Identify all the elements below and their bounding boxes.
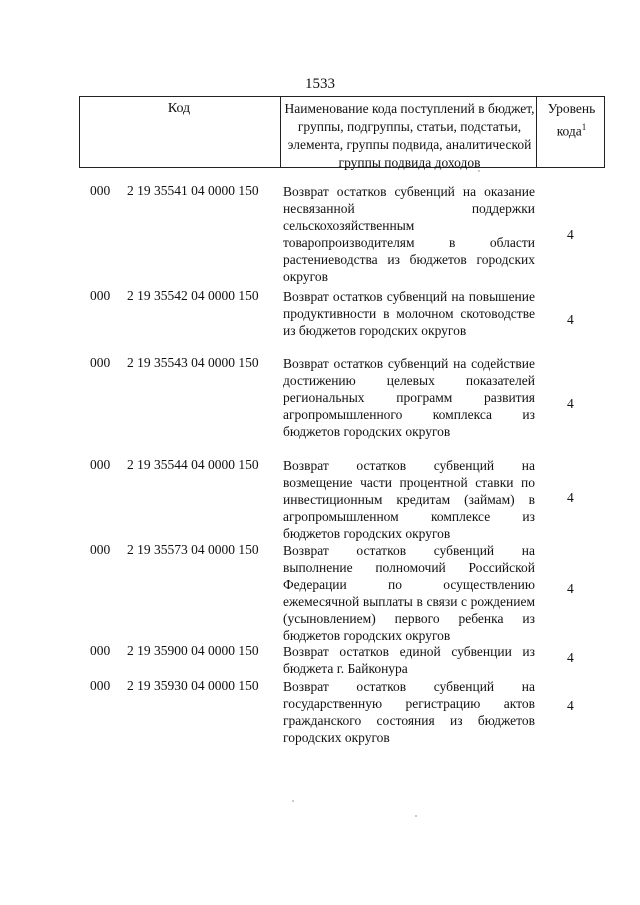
row-code: 2 19 35930 04 0000 150 (127, 678, 259, 693)
header-code: Код (167, 101, 191, 116)
scan-speck (415, 815, 417, 817)
row-prefix: 000 (90, 643, 111, 658)
row-prefix: 000 (90, 678, 111, 693)
header-level-label: Уровень кода (547, 101, 596, 139)
row-level: 4 (567, 698, 574, 713)
row-name: Возврат остатков субвенций на возмещение части процентной ставки по инвестиционным кредитам (займам) в агропромышленном комплексе из бюджетов городских округов (283, 458, 535, 541)
row-prefix: 000 (90, 355, 111, 370)
header-level-footnote: 1 (581, 122, 587, 132)
row-code: 2 19 35900 04 0000 150 (127, 643, 259, 658)
row-code: 2 19 35542 04 0000 150 (127, 288, 259, 303)
header-divider-1 (280, 97, 281, 167)
row-prefix: 000 (90, 183, 111, 198)
row-name: Возврат остатков единой субвенции из бюджета г. Байконура (283, 644, 535, 676)
row-code: 2 19 35541 04 0000 150 (127, 183, 259, 198)
page-number: 1533 (305, 76, 335, 92)
row-prefix: 000 (90, 542, 111, 557)
row-code: 2 19 35544 04 0000 150 (127, 457, 259, 472)
row-name: Возврат остатков субвенций на повышение продуктивности в молочном скотоводстве из бюджетов городских округов (283, 289, 535, 338)
row-code: 2 19 35573 04 0000 150 (127, 542, 259, 557)
row-code: 2 19 35543 04 0000 150 (127, 355, 259, 370)
row-level: 4 (567, 490, 574, 505)
header-level (538, 100, 605, 141)
scan-speck (478, 170, 480, 172)
row-level: 4 (567, 581, 574, 596)
header-name: Наименование кода поступлений в бюджет, группы, подгруппы, статьи, подстатьи, элемента, группы подвида, аналитической группы подвида доходов (284, 101, 535, 170)
row-name: Возврат остатков субвенций на оказание несвязанной поддержки сельскохозяйственным товаропроизводителям в области растениеводства из бюджетов городских округов (283, 184, 535, 284)
row-prefix: 000 (90, 288, 111, 303)
row-name: Возврат остатков субвенций на выполнение полномочий Российской Федерации по осуществлению ежемесячной выплаты в связи с рождением (усыновлением) первого ребенка из бюджетов городских округов (283, 543, 535, 643)
row-name: Возврат остатков субвенций на государственную регистрацию актов гражданского состояния из бюджетов городских округов (283, 679, 535, 745)
row-level: 4 (567, 650, 574, 665)
row-level: 4 (567, 396, 574, 411)
table-header (79, 96, 605, 168)
row-level: 4 (567, 227, 574, 242)
row-level: 4 (567, 312, 574, 327)
row-name: Возврат остатков субвенций на содействие достижению целевых показателей региональных программ развития агропромышленного комплекса из бюджетов городских округов (283, 356, 535, 439)
row-prefix: 000 (90, 457, 111, 472)
scan-speck (292, 800, 294, 802)
